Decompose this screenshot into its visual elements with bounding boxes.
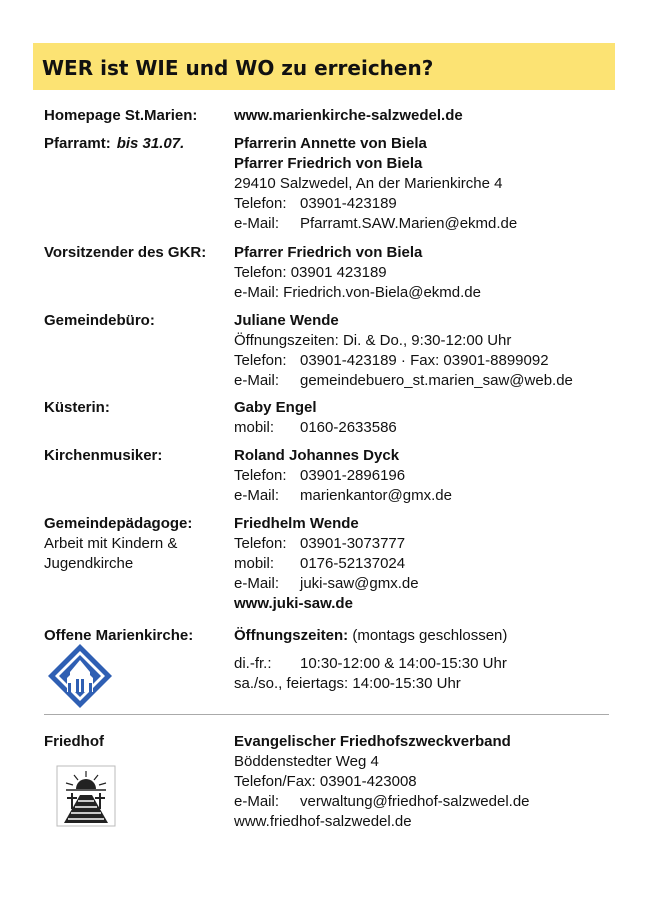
mail-key: e-Mail: xyxy=(234,793,280,810)
mail-key: e-Mail: xyxy=(234,372,280,389)
kirchenmusiker-tel: 03901-2896196 xyxy=(300,467,406,484)
hours-label: Öffnungszeiten: xyxy=(234,627,349,644)
kirchenmusiker-name: Roland Johannes Dyck xyxy=(234,447,400,464)
gemeindepaedagoge-tel: 03901-3073777 xyxy=(300,535,406,552)
gkr-name: Pfarrer Friedrich von Biela xyxy=(234,244,423,261)
mobil-key: mobil: xyxy=(234,555,275,572)
gemeindepaedagoge-block xyxy=(234,514,419,614)
pfarramt-name1: Pfarrerin Annette von Biela xyxy=(234,135,427,152)
pfarramt-label: Pfarramt: bis 31.07. xyxy=(44,135,185,152)
kuesterin-block xyxy=(234,398,397,438)
friedhof-street: Böddenstedter Weg 4 xyxy=(234,753,379,770)
pfarramt-mail[interactable]: Pfarramt.SAW.Marien@ekmd.de xyxy=(300,215,518,232)
gemeindebuero-block xyxy=(234,311,573,391)
mail-key: e-Mail: xyxy=(234,487,280,504)
pfarramt-date-note: bis 31.07. xyxy=(116,135,185,152)
hours-row1: 10:30-12:00 & 14:00-15:30 Uhr xyxy=(300,655,507,672)
tel-key: Telefon: xyxy=(234,467,287,484)
kirchenmusiker-label: Kirchenmusiker: xyxy=(44,447,163,464)
friedhof-tel: Telefon/Fax: 03901-423008 xyxy=(234,773,417,790)
gkr-mail[interactable]: e-Mail: Friedrich.von-Biela@ekmd.de xyxy=(234,284,481,301)
friedhof-label: Friedhof xyxy=(44,733,104,750)
pfarramt-tel: 03901-423189 xyxy=(300,195,397,212)
gemeindepaedagoge-mobil: 0176-52137024 xyxy=(300,555,406,572)
hours-note: (montags geschlossen) xyxy=(348,627,508,644)
friedhof-web[interactable]: www.friedhof-salzwedel.de xyxy=(234,813,412,830)
kuesterin-label: Küsterin: xyxy=(44,399,110,416)
gkr-block xyxy=(234,243,481,303)
gemeindebuero-hours: Öffnungszeiten: Di. & Do., 9:30-12:00 Uhr xyxy=(234,332,512,349)
pfarramt-block xyxy=(234,134,517,234)
mobil-key: mobil: xyxy=(234,419,275,436)
gemeindepaedagoge-mail[interactable]: juki-saw@gmx.de xyxy=(300,575,419,592)
offene-kirche-block xyxy=(234,626,507,694)
kirchenmusiker-mail[interactable]: marienkantor@gmx.de xyxy=(300,487,452,504)
kirchenmusiker-block xyxy=(234,446,452,506)
gemeindepaedagoge-sub1: Arbeit mit Kindern & xyxy=(44,535,178,552)
tel-key: Telefon: xyxy=(234,535,287,552)
gemeindebuero-mail[interactable]: gemeindebuero_st.marien_saw@web.de xyxy=(300,372,573,389)
tel-key: Telefon: xyxy=(234,352,287,369)
hours-row1-key: di.-fr.: xyxy=(234,655,272,672)
page-title: WER ist WIE und WO zu erreichen? xyxy=(42,56,434,80)
homepage-label: Homepage St.Marien: xyxy=(44,107,198,124)
pfarramt-name2: Pfarrer Friedrich von Biela xyxy=(234,155,423,172)
friedhof-name: Evangelischer Friedhofszweckverband xyxy=(234,733,511,750)
friedhof-mail[interactable]: verwaltung@friedhof-salzwedel.de xyxy=(300,793,530,810)
church-logo-icon xyxy=(46,642,114,710)
tel-key: Telefon: xyxy=(234,195,287,212)
gemeindepaedagoge-label: Gemeindepädagoge: Arbeit mit Kindern & Jugendkirche xyxy=(44,515,193,572)
kuesterin-name: Gaby Engel xyxy=(234,399,317,416)
gemeindepaedagoge-web[interactable]: www.juki-saw.de xyxy=(234,595,353,612)
hours-row2: sa./so., feiertags: 14:00-15:30 Uhr xyxy=(234,675,461,692)
gkr-tel: Telefon: 03901 423189 xyxy=(234,264,387,281)
gkr-label: Vorsitzender des GKR: xyxy=(44,244,207,261)
gemeindebuero-tel: 03901-423189 · Fax: 03901-8899092 xyxy=(300,352,549,369)
gemeindepaedagoge-sub2: Jugendkirche xyxy=(44,555,134,572)
gemeindebuero-name: Juliane Wende xyxy=(234,312,339,329)
cemetery-logo-icon xyxy=(56,765,116,827)
kuesterin-mobil: 0160-2633586 xyxy=(300,419,397,436)
section-divider xyxy=(44,714,609,715)
offene-kirche-label: Offene Marienkirche: xyxy=(44,627,194,644)
gemeindebuero-label: Gemeindebüro: xyxy=(44,312,155,329)
friedhof-block xyxy=(234,732,530,832)
gemeindepaedagoge-name: Friedhelm Wende xyxy=(234,515,359,532)
homepage-link[interactable]: www.marienkirche-salzwedel.de xyxy=(234,107,463,124)
pfarramt-address: 29410 Salzwedel, An der Marienkirche 4 xyxy=(234,175,503,192)
mail-key: e-Mail: xyxy=(234,215,280,232)
mail-key: e-Mail: xyxy=(234,575,280,592)
title-banner xyxy=(33,43,615,90)
